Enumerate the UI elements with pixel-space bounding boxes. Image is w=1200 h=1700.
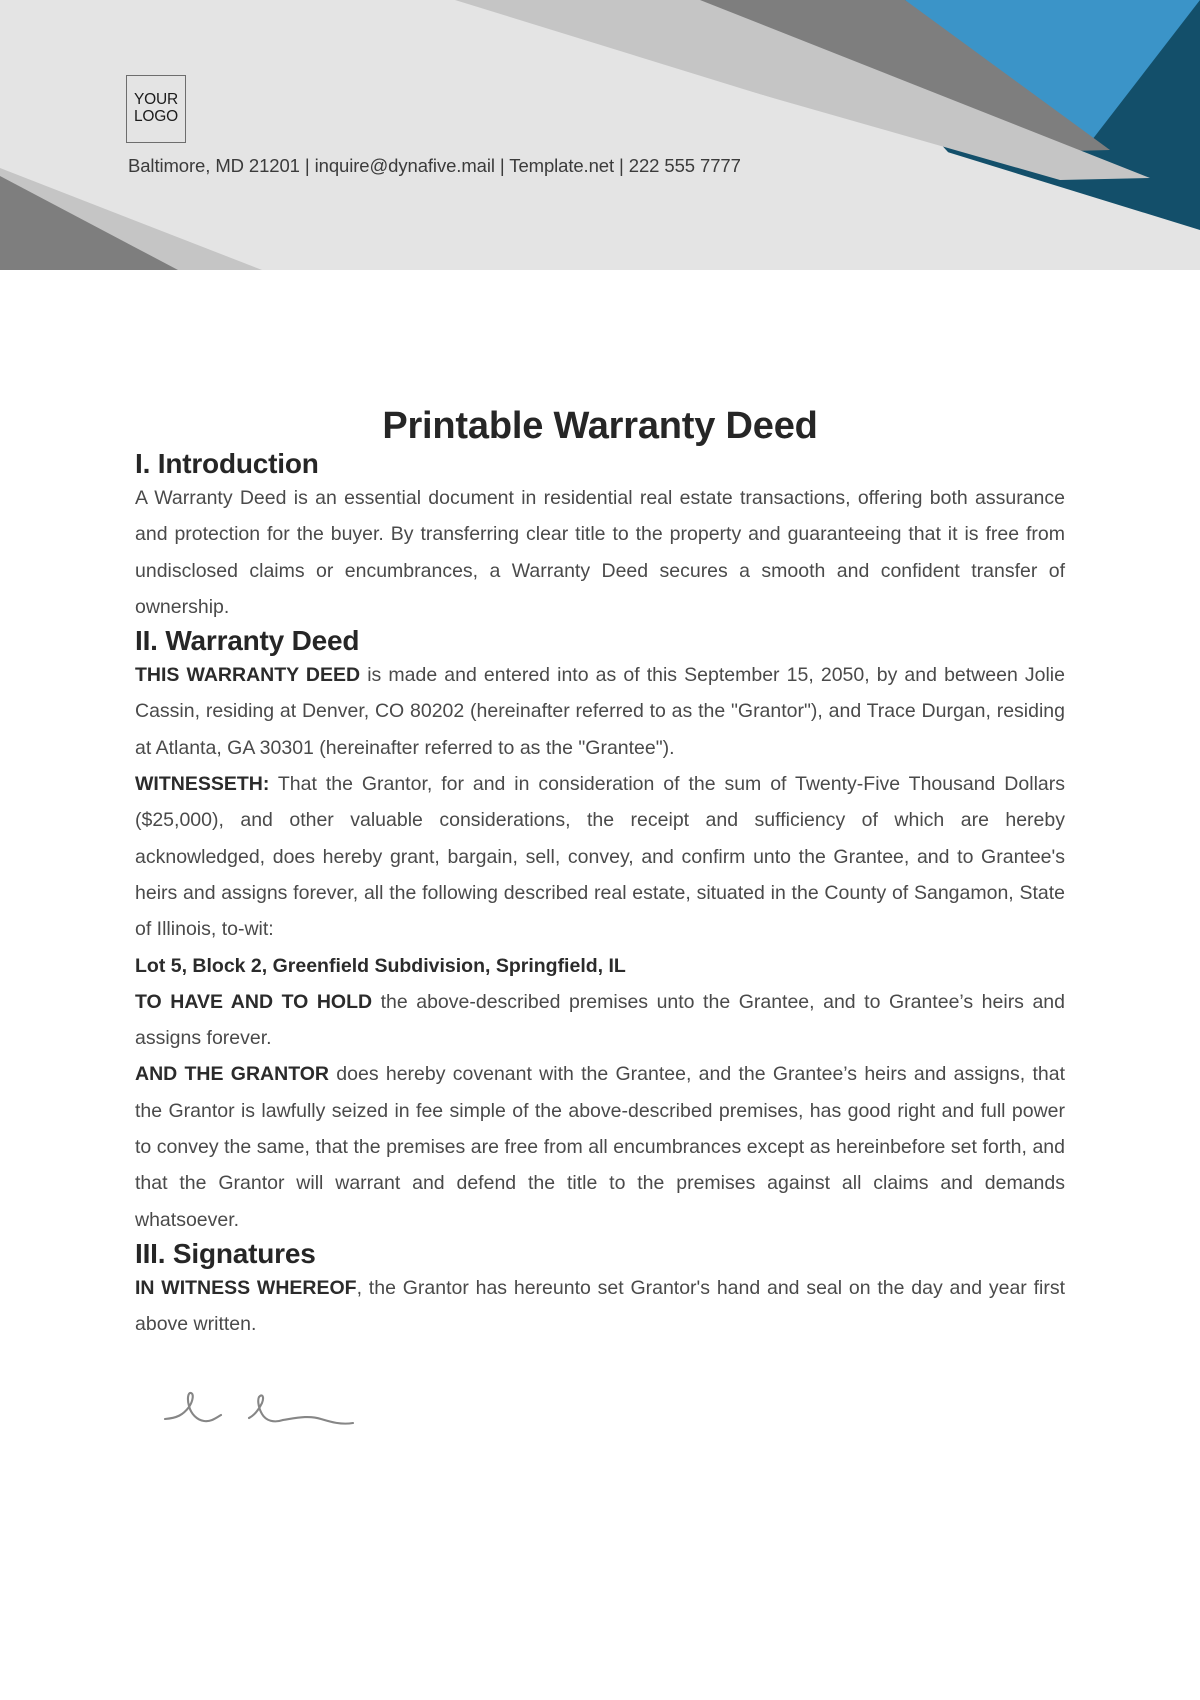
header-banner: [0, 0, 1200, 270]
deed-intro-body: is made and entered into as of this September 15, 2050, by and between Jolie Cassin, residing at Denver, CO 80202 (hereinafter referred to as the "Grantor"), and Trace Durgan, residing at Atlanta, GA 30301 (hereinafter referred to as the "Grantee").: [135, 664, 1065, 759]
section-heading-introduction: I. Introduction: [135, 448, 319, 479]
in-witness-lead: IN WITNESS WHEREOF: [135, 1276, 357, 1299]
in-witness-whereof-paragraph: [135, 1270, 1065, 1343]
introduction-paragraph: A Warranty Deed is an essential document in residential real estate transactions, offering both assurance and protection for the buyer. By transferring clear title to the property and guaranteeing that it is free from undisclosed claims or encumbrances, a Warranty Deed secures a smooth and confident transfer of ownership.: [135, 487, 1065, 618]
in-witness-body: , the Grantor has hereunto set Grantor's hand and seal on the day and year first above written.: [135, 1276, 1065, 1336]
logo-placeholder: [126, 75, 186, 143]
signature-stroke: [163, 1385, 373, 1439]
habendum-body: the above-described premises unto the Grantee, and to Grantee’s heirs and assigns forever.: [135, 990, 1065, 1050]
witnesseth-body: That the Grantor, for and in consideration of the sum of Twenty-Five Thousand Dollars ($25,000), and other valuable considerations, the receipt and sufficiency of which are hereby acknowledged, does hereby grant, bargain, sell, convey, and confirm unto the Grantee, and to Grantee's heirs and assigns forever, all the following described real estate, situated in the County of Sangamon, State of Illinois, to-wit:: [135, 773, 1065, 941]
section-heading-warranty-deed: II. Warranty Deed: [135, 625, 360, 657]
deed-intro-paragraph: [135, 657, 1065, 766]
habendum-paragraph: [135, 984, 1065, 1057]
covenant-paragraph: [135, 1056, 1065, 1237]
handwritten-signature-icon: [163, 1385, 373, 1439]
section-heading-signatures: III. Signatures: [135, 1237, 316, 1269]
witnesseth-lead: WITNESSETH:: [135, 773, 270, 796]
logo-line-2: LOGO: [134, 108, 178, 125]
company-contact-line: Baltimore, MD 21201 | inquire@dynafive.mail | Template.net | 222 555 7777: [128, 155, 741, 176]
header-content: [0, 0, 1200, 270]
deed-intro-lead: THIS WARRANTY DEED: [135, 664, 361, 687]
covenant-lead: AND THE GRANTOR: [135, 1063, 330, 1086]
document-body: [0, 270, 1200, 1439]
page-title: Printable Warranty Deed: [382, 405, 818, 447]
witnesseth-paragraph: [135, 766, 1065, 947]
signature-area: [135, 1379, 1065, 1439]
legal-description-line: Lot 5, Block 2, Greenfield Subdivision, Springfield, IL: [135, 954, 626, 977]
habendum-lead: TO HAVE AND TO HOLD: [135, 990, 373, 1013]
logo-line-1: YOUR: [134, 91, 178, 109]
content-wrapper: [135, 448, 1065, 1439]
covenant-body: does hereby covenant with the Grantee, and the Grantee’s heirs and assigns, that the Grantor is lawfully seized in fee simple of the above-described premises, has good right and full power to convey the same, that the premises are free from all encumbrances except as hereinbefore set forth, and that the Grantor will warrant and defend the title to the premises against all claims and demands whatsoever.: [135, 1063, 1065, 1231]
